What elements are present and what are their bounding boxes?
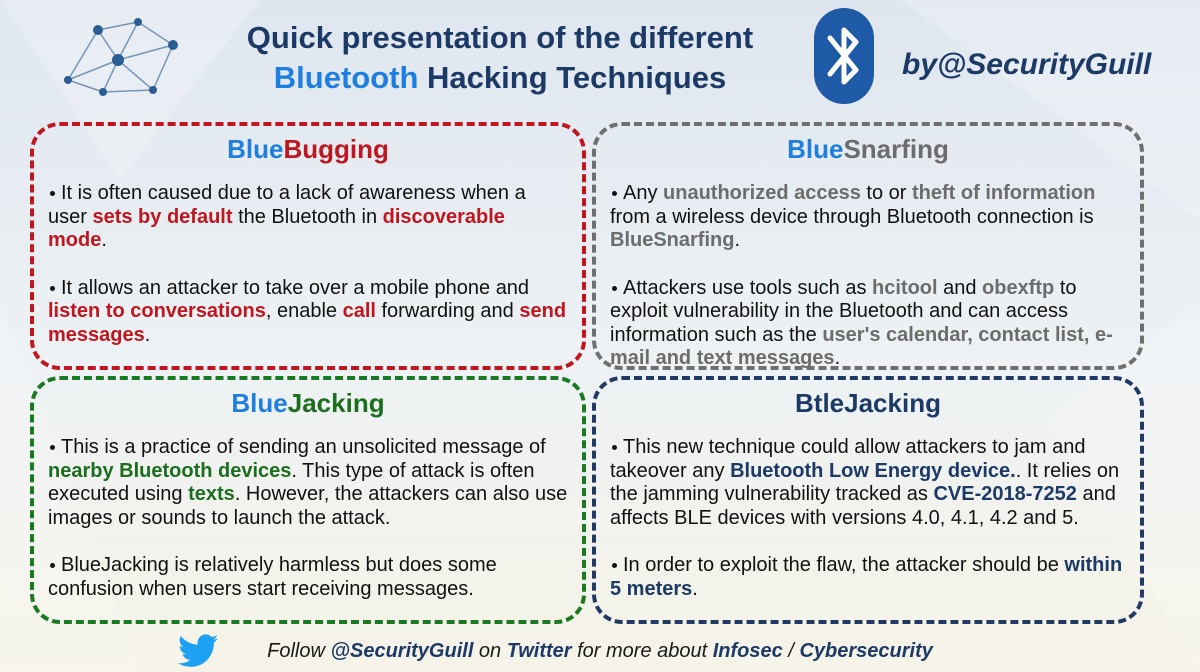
text: Follow: [267, 640, 331, 662]
bluejacking-card: [30, 376, 586, 624]
bluebugging-card: [30, 122, 586, 370]
footer: [0, 640, 1200, 663]
footer-twitter-link[interactable]: Twitter: [506, 640, 572, 662]
bluebugging-title-b: Bugging: [283, 134, 389, 164]
byline: by@SecurityGuill: [902, 48, 1152, 81]
highlight: call: [342, 300, 376, 322]
text: and affects BLE devices with versions 4.0, 4.1, 4.2 and 5.: [610, 483, 1116, 529]
text: It is often caused due to a lack of awareness when a user: [48, 182, 526, 228]
bluebugging-title-a: Blue: [227, 134, 284, 164]
highlight: theft of information: [912, 182, 1096, 204]
bluejacking-title: [48, 388, 568, 418]
bluejacking-p2: [48, 554, 568, 601]
bluesnarfing-title-a: Blue: [787, 134, 844, 164]
highlight: texts: [188, 483, 235, 505]
bluebugging-title: [48, 134, 568, 164]
text: to exploit vulnerability in the Bluetooth and can access information such as the: [610, 276, 1077, 346]
btlejacking-title: BtleJacking: [795, 388, 941, 418]
page-title: [160, 18, 840, 98]
footer-handle-link[interactable]: @SecurityGuill: [330, 640, 474, 662]
text: from a wireless device through Bluetooth connection is: [610, 205, 1094, 228]
text: Attackers use tools such as: [623, 276, 873, 299]
footer-infosec: Infosec: [712, 640, 783, 662]
text: /: [782, 640, 800, 662]
btlejacking-p2: [610, 554, 1126, 601]
highlight: nearby Bluetooth devices: [48, 459, 292, 482]
text: .: [734, 229, 741, 251]
title-rest: Hacking Techniques: [427, 60, 727, 95]
highlight: CVE-2018-7252: [933, 483, 1077, 505]
bluebugging-p1: [48, 182, 568, 253]
text: for more about: [571, 640, 713, 662]
title-bluetooth-word: Bluetooth: [273, 60, 419, 95]
text: BlueJacking is relatively harmless but does some confusion when users start receiving messages.: [48, 554, 497, 600]
bluesnarfing-p1: [610, 182, 1126, 253]
highlight: listen to conversations: [48, 300, 266, 322]
bluejacking-title-b: Jacking: [287, 388, 385, 418]
text: .: [834, 347, 841, 369]
text: .: [101, 229, 107, 251]
bluejacking-title-a: Blue: [231, 388, 288, 418]
text: . This type of attack is often executed using: [48, 459, 535, 505]
bluesnarfing-title: [610, 134, 1126, 164]
highlight: BlueSnarfing: [610, 229, 735, 251]
text: the Bluetooth in: [232, 205, 383, 228]
highlight: sets by default: [92, 205, 233, 228]
title-line-2: [160, 58, 840, 98]
btlejacking-p1: [610, 436, 1126, 530]
highlight: discoverable mode: [48, 205, 505, 251]
highlight: send messages: [48, 300, 567, 346]
text: This is a practice of sending an unsolicited message of: [61, 436, 546, 458]
highlight: Bluetooth Low Energy device.: [730, 459, 1016, 482]
text: and: [937, 276, 983, 299]
highlight: obexftp: [982, 276, 1055, 299]
text: . However, the attackers can also use images or sounds to launch the attack.: [48, 483, 568, 529]
bluebugging-p2: [48, 277, 568, 348]
text: .: [692, 577, 698, 600]
text: It allows an attacker to take over a mobile phone and: [61, 276, 530, 299]
highlight: hcitool: [872, 276, 938, 299]
title-line-1: Quick presentation of the different: [246, 20, 754, 55]
btlejacking-card: [592, 376, 1144, 624]
text: In order to exploit the flaw, the attacker should be: [623, 554, 1065, 576]
highlight: user's calendar, contact list, e-mail and text messages: [610, 323, 1113, 369]
text: . It relies on the jamming vulnerability tracked as: [610, 459, 1120, 505]
bluesnarfing-p2: [610, 277, 1126, 371]
bluesnarfing-title-b: Snarfing: [843, 134, 949, 164]
text: forwarding and: [375, 300, 520, 322]
text: , enable: [265, 300, 343, 322]
text: on: [473, 640, 507, 662]
bluesnarfing-card: [592, 122, 1144, 370]
text: This new technique could allow attackers to jam and takeover any: [610, 436, 1086, 482]
highlight: unauthorized access: [663, 182, 861, 204]
text: .: [144, 323, 151, 346]
text: to or: [860, 182, 913, 204]
text: Any: [623, 182, 664, 204]
bluetooth-logo-icon: [812, 6, 876, 106]
highlight: within 5 meters: [610, 554, 1123, 600]
bluejacking-p1: [48, 436, 568, 530]
footer-cybersecurity: Cybersecurity: [799, 640, 933, 662]
